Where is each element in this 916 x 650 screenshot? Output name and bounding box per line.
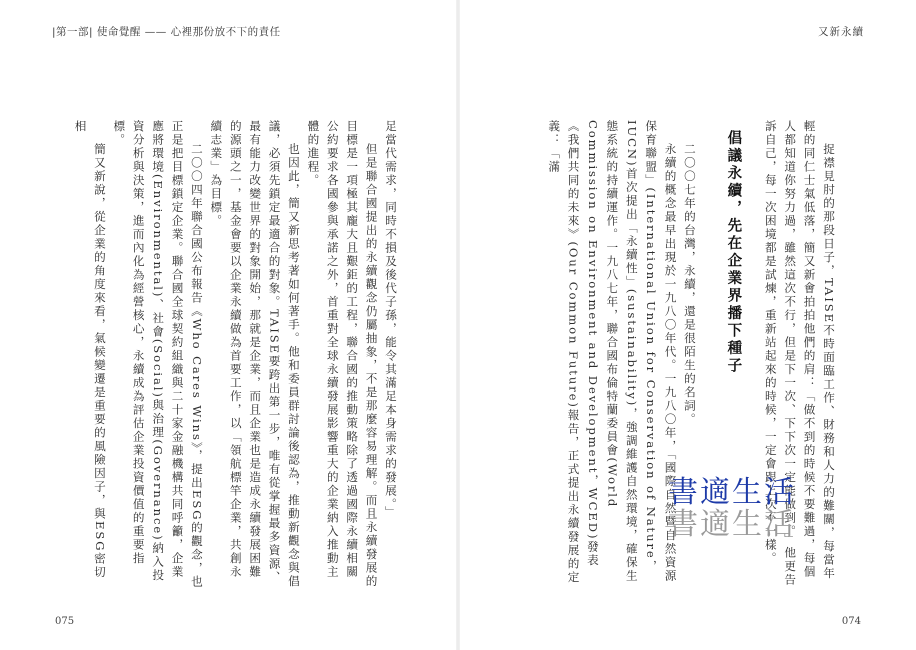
watermark-line-gray: 書適生活	[668, 506, 796, 542]
paragraph: 但是聯合國提出的永續觀念仍屬抽象，不是那麼容易理解。而且永續發展的目標是一項極其龐大且艱鉅的工程，聯合國的推動策略除了透過國際永續相關公約要求各國參與承諾之外，首重對全球永續發展影響重大的企業納入推動主體的進程。	[306, 120, 379, 589]
paragraph: 永續的概念最早出現於一九八〇年代。一九八〇年，「國際自然暨自然資源保育聯盟」(International Union for Conservation of Nature，IUCN)首次提出「永續性」(sustainability)，強調維護自然環境，確保生態系統的持續運作。一九八七年，聯合國布倫特蘭委員會(World Commission on Environment and Development，WCED)發表《我們共同的未來》(Our Common Future)報告，正式提出永續發展的定義：「滿	[547, 120, 678, 585]
paragraph: 簡又新說，從企業的角度來看，氣候變遷是重要的風險因子，與ESG密切相	[73, 120, 107, 580]
watermark-line-blue: 書適生活	[668, 475, 796, 510]
running-header-right: 又新永續	[818, 26, 864, 38]
paragraph: 足當代需求，同時不損及後代子孫，能令其滿足本身需求的發展。」	[384, 120, 398, 520]
paragraph: 二〇〇七年的台灣，永續，還是很陌生的名詞。	[682, 143, 697, 427]
page-gutter	[456, 0, 460, 650]
running-header-left: |第一部| 使命覺醒 —— 心裡那份放不下的責任	[52, 26, 281, 38]
left-page	[60, 120, 400, 590]
section-heading: 倡議永續，先在企業界播下種子	[725, 130, 742, 375]
paragraph: 捉襟見肘的那段日子，TAISE不時面臨工作、財務和人力的難關，每當年輕的同仁士氣低落，簡又新會拍拍他們的肩：「做不到的時候不要難過，每個人都知道你努力過，雖然這次不行，但是下一次、下下次一定能做到。」他更告訴自己，每一次困境都是試煉，重新站起來的時候，一定會跟上次不一樣。	[763, 120, 836, 587]
page-number-left: 075	[55, 616, 75, 627]
paragraph: 二〇〇四年聯合國公布報告《Who Cares Wins》，提出ESG的觀念，也正是把目標鎖定企業。聯合國全球契約組織與二十家金融機構共同呼籲，企業應將環境(Environmental)、社會(Social)與治理(Governance)納入投資分析與決策，進而內化為經營核心，永續成為評估企業投資價值的重要指標。	[112, 120, 204, 590]
page-number-right: 074	[841, 616, 861, 627]
paragraph: 也因此，簡又新思考著如何著手。他和委員群討論後認為，推動新觀念與倡議，必須先鎖定最適合的對象。TAISE要跨出第一步，唯有從掌握最多資源、最有能力改變世界的對象開始，那就是企業，而且企業也是造成永續發展困難的源頭之一，基金會要以企業永續做為首要工作，以「領航標竿企業，共創永續志業」為目標。	[209, 120, 301, 589]
left-page-text	[60, 120, 400, 590]
watermark	[668, 477, 796, 540]
